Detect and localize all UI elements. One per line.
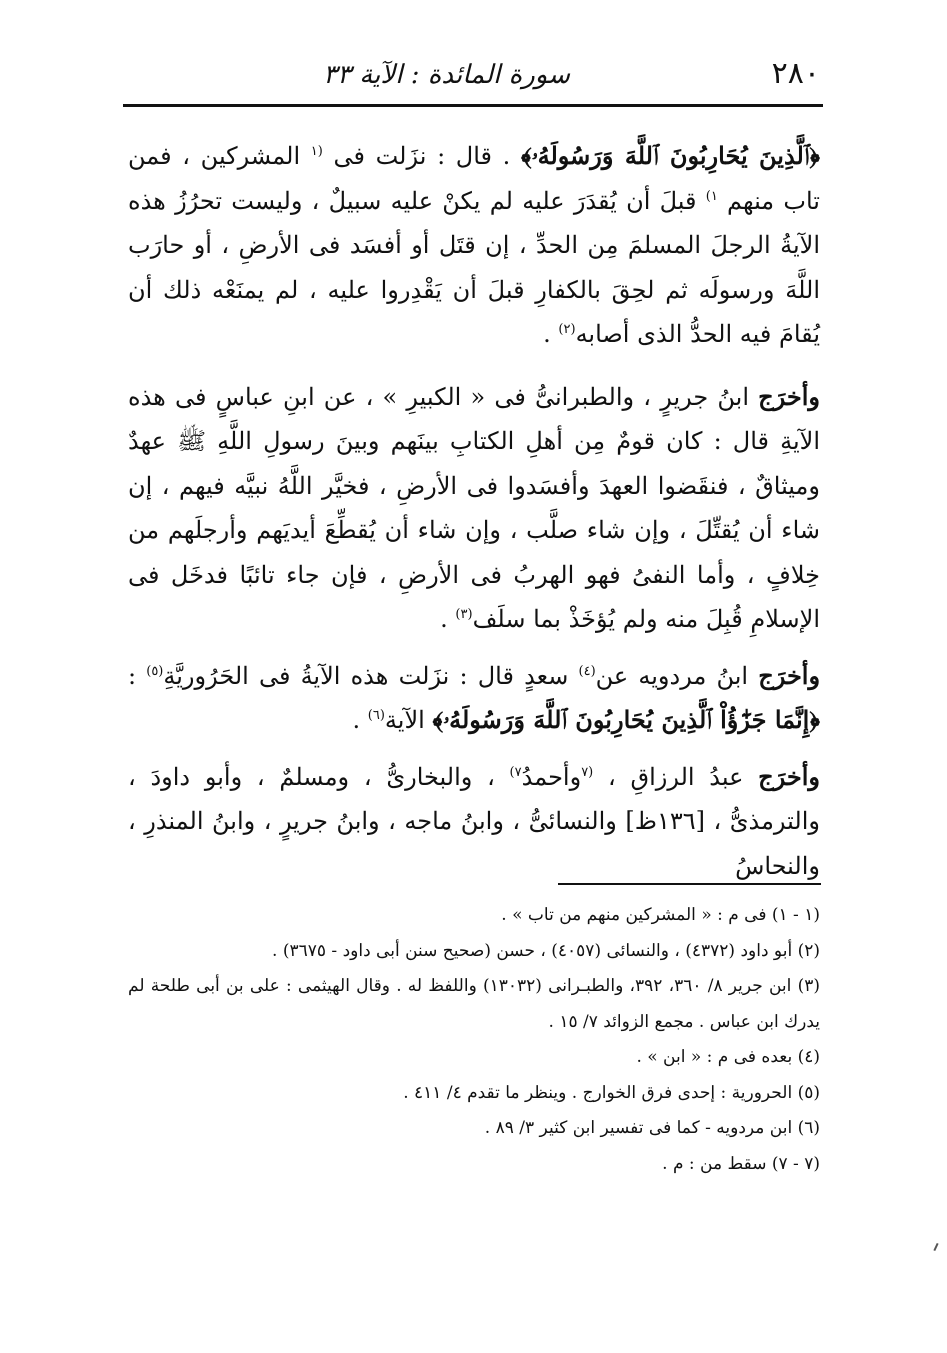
page-number: ٢٨٠ [771, 56, 820, 91]
paragraph-text: وأحمدُ [521, 762, 582, 791]
paragraph-text: . [543, 320, 559, 348]
footnotes [128, 898, 820, 1182]
paragraph-1 [128, 134, 820, 357]
footnote-marker: (٥) [146, 663, 164, 679]
paragraph-text: ابنُ مردويه عن [595, 661, 759, 690]
quran-verse: ﴿إِنَّمَا جَزَٰٓؤُاْ ٱلَّذِينَ يُحَارِبُونَ ٱللَّهَ وَرَسُولَهُۥ﴾ [432, 705, 820, 734]
footnote-marker: (١ [310, 144, 323, 159]
paragraph-text: سعدٍ قال : نزَلت هذه الآيةُ فى الحَرُوريَّةِ [163, 661, 579, 690]
page-header [123, 52, 820, 102]
footnote-marker: (٣) [455, 607, 473, 622]
footnote-marker: (٧ [581, 764, 594, 780]
paragraph-2 [128, 375, 820, 642]
footnote-marker: (٦) [367, 708, 385, 723]
paragraph-lead: وأخرَج [758, 761, 820, 791]
paragraph-text: ابنُ جريرٍ ، والطبرانىُّ فى « الكبيرِ » ، عن ابنِ عباسٍ فى هذه الآيةِ قال : كان قومٌ مِن أهلِ الكتابِ بينَهم وبينَ رسولِ اللَّهِ ﷺ عهدٌ وميثاقٌ ، فنقَضوا العهدَ وأفسَدوا فى الأرضِ ، فخيَّر اللَّهُ نبيَّه فيهم ، إن شاء أن يُقتِّلَ ، وإن شاء صلَّب ، وإن شاء أن يُقطِّعَ أيديَهم وأرجلَهم من خِلافٍ ، وأما النفىُ فهو الهربُ فى الأرضِ ، فإن جاء تائبًا فدخَل فى الإسلامِ قُبِلَ منه ولم يُؤخَذْ بما سلَف [128, 382, 821, 633]
quran-verse: ﴿ٱلَّذِينَ يُحَارِبُونَ ٱللَّهَ وَرَسُولَهُۥ﴾ [520, 141, 820, 170]
paragraph-4 [128, 755, 820, 889]
paragraph-text: المشركين ، فمن تاب منهم [128, 142, 820, 215]
paragraph-text: . قال : نزَلت فى [322, 142, 521, 170]
paragraph-3 [128, 654, 820, 743]
paragraph-text: الآية [384, 706, 433, 734]
running-title: سورة المائدة : الآية ٣٣ [323, 60, 570, 90]
paragraph-text: : [128, 661, 147, 690]
footnote-5: (٥) الحرورية : إحدى فرق الخوارج . وينظر ما تقدم ٤/ ٤١١ . [403, 1082, 820, 1103]
main-text [128, 134, 820, 888]
footnote-1: (١ - ١) فى م : « المشركين منهم من تاب » . [501, 905, 820, 925]
scan-mark [933, 1243, 938, 1251]
footnote-4: (٤) بعده فى م : « ابن » . [636, 1047, 820, 1067]
footnote-marker: (٢) [558, 322, 576, 337]
footnote-7: (٧ - ٧) سقط من : م . [662, 1153, 820, 1174]
footnote-3: (٣) ابن جرير ٨/ ٣٦٠، ٣٩٢، والطبـرانى (١٣٠٣٢) واللفظ له . وقال الهيثمى : على بن أبى طلحة لم يدرك ابن عباس . مجمع الزوائد ٧/ ١٥ . [128, 976, 820, 1032]
paragraph-text: . [352, 706, 368, 734]
paragraph-lead: وأخرَج [758, 660, 821, 690]
footnote-marker: ٧) [509, 764, 522, 780]
paragraph-text: . [440, 605, 456, 633]
paragraph-text: عبدُ الرزاقِ ، [593, 762, 759, 791]
footnote-rule [558, 883, 821, 885]
paragraph-text: قبلَ أن يُقدَرَ عليه لم يكنْ عليه سبيلٌ ، وليست تحرُزُ هذه الآيةُ الرجلَ المسلمَ مِن الحدِّ ، إن قتَل أو أفسَد فى الأرضِ ، أو حارَب اللَّهَ ورسولَه ثم لحِقَ بالكفارِ قبلَ أن يَقْدِروا عليه ، لم يمنَعْه ذلك أن يُقامَ فيه الحدُّ الذى أصابه [128, 186, 820, 348]
footnote-marker: (٤) [578, 663, 596, 679]
header-rule [123, 104, 823, 107]
footnote-2: (٢) أبو داود (٤٣٧٢) ، والنسائى (٤٠٥٧) ، حسن (صحيح سنن أبى داود - ٣٦٧٥) . [272, 940, 820, 961]
paragraph-lead: وأخرَج [758, 381, 820, 411]
paragraph-text: ، والبخارىُّ ، ومسلمٌ ، وأبو داودَ ، والترمذىُّ ، [١٣٦ظ] والنسائىُّ ، وابنُ ماجه ، وابنُ جريرٍ ، وابنُ المنذرِ ، والنحاسُ [128, 762, 820, 880]
footnote-marker: ١) [705, 188, 718, 204]
footnote-6: (٦) ابن مردويه - كما فى تفسير ابن كثير ٣/ ٨٩ . [484, 1118, 820, 1138]
